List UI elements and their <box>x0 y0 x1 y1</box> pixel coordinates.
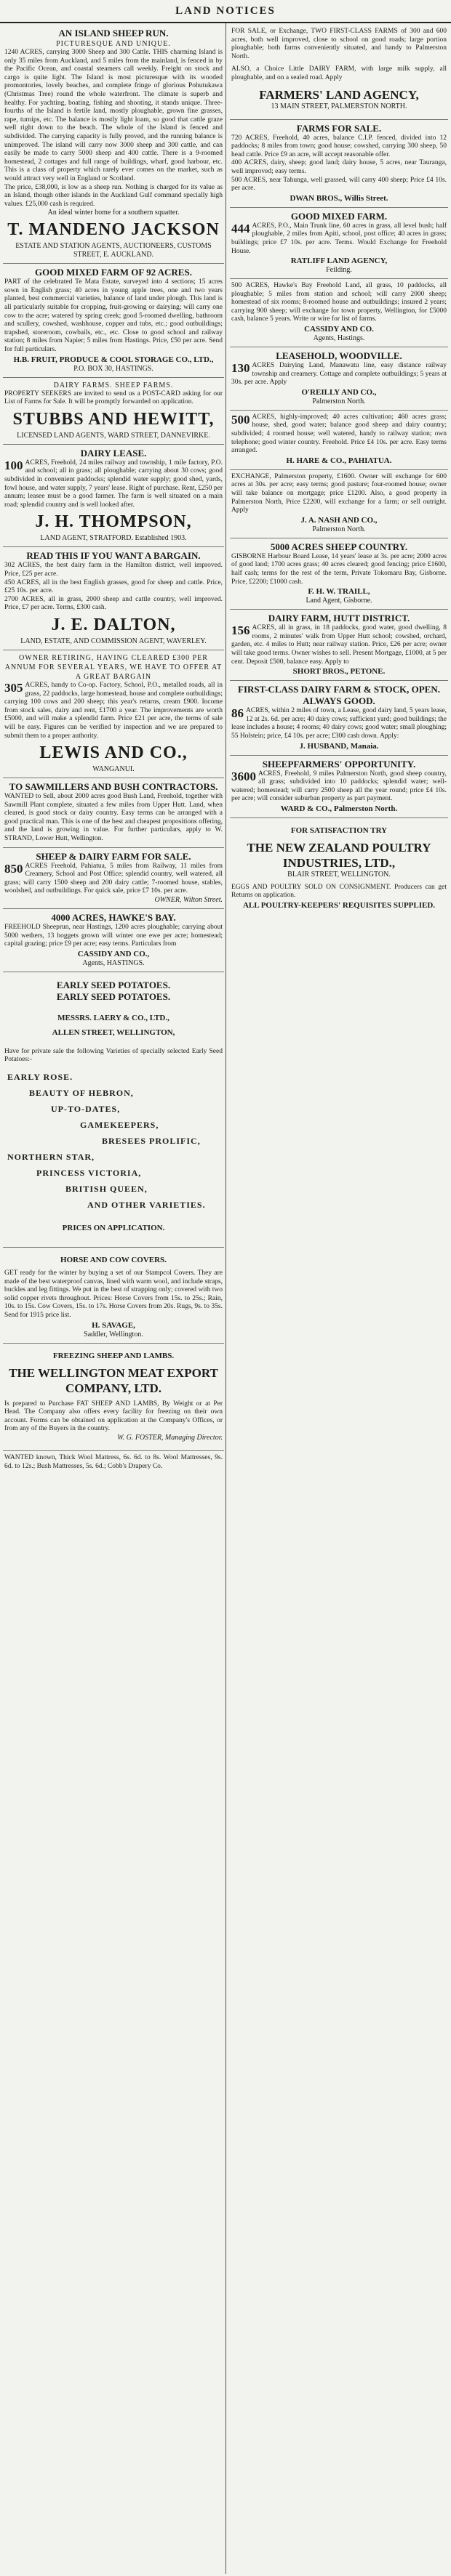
ad-body-wrap <box>231 413 447 456</box>
acreage: 86 <box>231 706 244 721</box>
page-header: LAND NOTICES <box>0 0 451 23</box>
agent-name: STUBBS AND HEWITT, <box>12 409 215 429</box>
agent-address: Agents, HASTINGS. <box>82 958 145 967</box>
agent-name: MESSRS. LAERY & CO., LTD., <box>57 1013 169 1022</box>
ad-body: ACRES, P.O., Main Trunk line, 60 acres in grass, all level bush; half ploughable, 2 miles from Apiti, school, post office; 40 acres in grass; buildings; price £7 10s. per acre. Terms. Would Exchange for Freehold House. <box>231 222 447 255</box>
listing-line: 720 ACRES, Freehold, 40 acres, balance C.I.P. fenced, divided into 12 paddocks; 8 miles from town; good house; cowshed, carrying 300 sheep, 50 head cattle. Price £9 an acre, will accept reasonable offer. <box>231 134 447 158</box>
ad-freezing-sheep <box>3 1344 224 1451</box>
ad-title: DAIRY FARM, HUTT DISTRICT. <box>268 613 410 624</box>
acreage: 100 <box>4 458 23 472</box>
ad-farms-for-sale <box>230 120 448 208</box>
listing-line: 500 ACRES, near Tahunga, well grassed, will carry 400 sheep; Price £4 10s. per acre. <box>231 176 447 193</box>
ad-dalton-bargain <box>3 547 224 650</box>
ad-title: GOOD MIXED FARM OF 92 ACRES. <box>35 267 192 278</box>
listing-line: 2700 ACRES, all in grass, 2000 sheep and cattle country, well improved. Price, £7 per acre. Terms, £300 cash. <box>4 595 223 612</box>
ad-price: The price, £38,000, is low as a sheep run. Nothing is charged for its value as an Island, though other islands in the Auckland Gulf command specially high values. £25,000 cash is required. <box>4 183 223 208</box>
ad-body: PART of the celebrated Te Mata Estate, surveyed into 4 sections; 15 acres sown in English grass; 40 acres in young apple trees, one and two years planted, best commercial varieties, balance of land under plough. This land is all particularly suitable for cropping, fruit-growing or dairying; will carry one cow to the acre; watered by spring creek; good 5-roomed dwelling, bathroom and scullery, cowshed, washhouse, copper and tubs, etc.; good outbuildings; trapshed, storeroom, cowbails, etc., etc. Close to good school and railway station; 8 miles from Napier; 5 miles from Hastings. Price, £50 per acre. Send for full particulars. <box>4 278 223 354</box>
ad-title: HORSE AND COW COVERS. <box>60 1256 167 1264</box>
agent-name: CASSIDY AND CO. <box>304 325 374 334</box>
agent-name: J. E. DALTON, <box>51 615 176 634</box>
ad-body: 500 ACRES, Hawke's Bay Freehold Land, all grass, 10 paddocks, all ploughable; 5 miles from station and school; will carry 2000 sheep; homestead of six rooms; 8-roomed house and outbuildings; insured 2 years; carrying 900 sheep; will exchange for town property, Wellington, for £5000 cash, balance 5 years. Write or wire for list of farms. <box>231 282 447 323</box>
ad-sawmillers <box>3 778 224 848</box>
listing-line: 450 ACRES, all in the best English grasses, good for sheep and cattle. Price, £25 10s. per acre. <box>4 578 223 595</box>
variety-list <box>4 1069 223 1213</box>
agent-name: F. H. W. TRAILL, <box>308 587 370 597</box>
ad-title: SHEEPFARMERS' OPPORTUNITY. <box>262 758 416 770</box>
ad-title: GOOD MIXED FARM. <box>290 210 388 222</box>
ad-body: WANTED to Sell, about 2000 acres good Bush Land, Freehold, together with Sawmill Plant complete, situated a few miles from Upper Hutt. Land, when cleared, is good stock or dairy country. Easy terms can be arranged with a good practical man. This is one of the best and cheapest propositions offering, and the land is growing in value. For further particulars, apply to W. STRAND, Lower Hutt, Wellington. <box>4 793 223 843</box>
variety-item: AND OTHER VARIETIES. <box>87 1200 206 1210</box>
ad-body: ACRES, all in grass, in 18 paddocks, good water, good dwelling, 8 rooms, 2 minutes' walk from Upper Hutt school; cowshed, orchard, garden, etc. 4 miles to Hutt; near railway station. Price, £26 per acre; owner will take good terms. Owner wishes to sell. Present Mortgage, £1000, at 5 per cent. Deposit £500, balance easy. Apply to <box>231 624 447 666</box>
ad-body-wrap <box>231 770 447 804</box>
ad-title: SHEEP & DAIRY FARM FOR SALE. <box>36 850 191 862</box>
ad-cassidy-hawkes-bay <box>3 909 224 972</box>
ad-body: PROPERTY SEEKERS are invited to send us a POST-CARD asking for our List of Farms for Sale. It will be promptly forwarded on application. <box>4 389 223 406</box>
ad-body: 1240 ACRES, carrying 3000 Sheep and 300 Cattle. THIS charming Island is only 35 miles from Auckland, and 5 miles from the mainland, is fenced in by the Pacific Ocean, and coastal steamers call weekly. Freight on stock and cargo is quite light. The Island is most picturesque with its wooded promontories, lovely beaches, and complete fringe of glorious Pohutukawa (Christmas Tree) round the whole waterfront. The climate is superb and healthy. For yachting, boating, fishing and shooting, it stands unique. Three-fourths of the Island is fertile land, mostly ploughable, grown fine grasses, rape, turnips, etc. The balance is mostly light loam, so good that cattle graze well right down to the beach. The whole of the Island is fenced and subdivided. The carrying capacity is fully proved, and the running balance is unimproved. The island will carry now 3000 sheep and 300 cattle, and can easily be made to carry 5000 sheep and 400 cattle. There is a 9-roomed homestead, 2 cottages and full range of buildings, wharf, good harbour, etc. This is a class of property which rarely ever comes on the market, such as would attract very well in England or Scotland. <box>4 49 223 182</box>
ad-signature: W. G. FOSTER, Managing Director. <box>117 1433 223 1442</box>
ad-stubbs-hewitt <box>3 378 224 445</box>
ad-body-wrap <box>231 624 447 666</box>
ad-intro: Have for private sale the following Varieties of specially selected Early Seed Potatoes:- <box>4 1047 223 1064</box>
ad-island-sheep-run <box>3 25 224 264</box>
ad-good-mixed-farm <box>230 208 448 279</box>
ad-wool-mattresses <box>3 1451 224 1474</box>
agent-name: FARMERS' LAND AGENCY, <box>259 87 419 102</box>
ad-title: FOR SATISFACTION TRY <box>290 825 388 835</box>
ad-title: 5000 ACRES SHEEP COUNTRY. <box>270 541 408 552</box>
ad-sheepfarmers-opportunity <box>230 756 448 818</box>
ad-body: EXCHANGE, Palmerston property, £1600. Owner will exchange for 600 acres at 30s. per acre; easy terms; good pasture; four-roomed house; owner will take balance on mortgage; price £1200. Also, a good property in Palmerston North, Price £2200, will exchange for a farm; or sell outright. Apply <box>231 472 447 514</box>
agent-name: O'REILLY AND CO., <box>301 387 377 397</box>
agent-name: T. MANDENO JACKSON <box>7 220 220 240</box>
ad-title: 4000 ACRES, HAWKE'S BAY. <box>51 912 176 924</box>
ad-body-2: ALSO, a Choice Little DAIRY FARM, with large milk supply, all ploughable, and on a sealed road. Apply <box>231 65 447 81</box>
ad-lewis-wanganui <box>3 650 224 778</box>
acreage: 444 <box>231 221 250 235</box>
agent-address: Palmerston North. <box>312 397 366 405</box>
ad-gisborne-sheep-country <box>230 538 448 610</box>
ad-body-wrap <box>231 707 447 740</box>
ad-body: FREEHOLD Sheeprun, near Hastings, 1200 acres ploughable; carrying about 5000 wethers, 13 hoggets grown will winter one ewe per acre; homestead; capital grazing; price £9 per acre; easy terms. Particulars from <box>4 924 223 948</box>
ad-body-wrap <box>4 459 223 510</box>
ad-title: EARLY SEED POTATOES. <box>56 979 171 990</box>
agent-name: J. H. THOMPSON, <box>35 512 192 532</box>
variety-item: BRESEES PROLIFIC, <box>102 1136 201 1146</box>
agent-name: RATLIFF LAND AGENCY, <box>290 257 388 266</box>
ad-body: GET ready for the winter by buying a set of our Stampcol Covers. They are made of the best waterproof canvas, lined with warm wool, and include straps, buckles and leg fittings. We put in the best of strapping only; covered with two solid copper rivets throughout. Prices: Horse Covers from 15s. to 25s.; Rain, 10s. to 15s. Cow Covers, 15s. to 17s. Horse Covers from 20s. Rugs, 9s. to 35s. Send for 1915 price list. <box>4 1269 223 1319</box>
acreage: 156 <box>231 623 250 638</box>
listing-line: 302 ACRES, the best dairy farm in the Hamilton district, well improved. Price, £25 per acre. <box>4 562 223 578</box>
ad-title: FARMS FOR SALE. <box>296 122 382 134</box>
ad-title: DAIRY FARMS. SHEEP FARMS. <box>53 381 174 389</box>
agent-name: H. SAVAGE, <box>92 1320 135 1330</box>
agent-address: LAND AGENT, STRATFORD. Established 1903. <box>40 534 187 543</box>
agent-name: J. A. NASH AND CO., <box>300 515 378 525</box>
variety-item: NORTHERN STAR, <box>7 1152 95 1162</box>
ad-hare-pahiatua <box>230 411 448 470</box>
ad-hawkes-bay-fruit <box>3 264 224 377</box>
variety-item: GAMEKEEPERS, <box>80 1120 159 1130</box>
ad-title-repeat: EARLY SEED POTATOES. <box>56 990 171 1002</box>
variety-item: BRITISH QUEEN, <box>65 1184 148 1194</box>
agent-name: J. HUSBAND, Manaia. <box>299 741 379 751</box>
agent-name: WARD & CO., Palmerston North. <box>280 804 398 813</box>
agent-name: DWAN BROS., Willis Street. <box>290 193 388 203</box>
ad-horse-cow-covers <box>3 1248 224 1344</box>
ad-body-wrap <box>231 222 447 256</box>
ad-title: AN ISLAND SHEEP RUN. <box>58 28 169 39</box>
ad-signature: OWNER, Wilton Street. <box>154 896 223 905</box>
variety-item: EARLY ROSE. <box>7 1072 73 1082</box>
ad-woodville-leasehold <box>230 347 448 411</box>
left-column <box>3 25 224 1474</box>
ad-body: Is prepared to Purchase FAT SHEEP AND LAMBS, By Weight or at Per Head. The Company also offers every facility for freezing on their own account. Forms can be obtained on application at the Company's Offices, or from any of the Buyers in the country. <box>4 1400 223 1433</box>
agent-address: Feilding. <box>326 266 352 275</box>
acreage: 130 <box>231 361 250 376</box>
agent-address: Saddler, Wellington. <box>84 1330 143 1339</box>
agent-name: SHORT BROS., PETONE. <box>292 667 386 677</box>
ad-pahiatua-sheep-dairy <box>3 848 224 909</box>
acreage: 500 <box>231 412 250 427</box>
ad-exchange-palmerston <box>230 470 448 538</box>
agent-address: 13 MAIN STREET, PALMERSTON NORTH. <box>271 102 407 110</box>
agent-address: BLAIR STREET, WELLINGTON. <box>287 870 391 879</box>
agent-name: H. HARE & CO., PAHIATUA. <box>286 456 392 465</box>
agent-address: Palmerston North. <box>312 525 366 533</box>
agent-address: Land Agent, Gisborne. <box>306 597 372 605</box>
ad-body: FOR SALE, or Exchange, TWO FIRST-CLASS FARMS of 300 and 600 acres, both well improved, close to school on good roads; large portion ploughable; both farms conveniently situated, and handy to Palmerston North. <box>231 28 447 60</box>
acreage: 3600 <box>231 769 256 783</box>
ad-title: LEASEHOLD, WOODVILLE. <box>276 350 402 362</box>
acreage: 850 <box>4 861 23 876</box>
agent-address: ESTATE AND STATION AGENTS, AUCTIONEERS, CUSTOMS STREET, E. AUCKLAND. <box>15 242 212 259</box>
ad-seed-potatoes <box>3 972 224 1248</box>
right-column <box>230 25 448 914</box>
agent-name: LEWIS AND CO., <box>39 743 188 763</box>
ad-title: OWNER RETIRING, HAVING CLEARED £300 PER ANNUM FOR SEVERAL YEARS, WE HAVE TO OFFER AT A GREAT BARGAIN <box>4 653 223 681</box>
ad-body-wrap <box>231 362 447 387</box>
ad-first-class-dairy <box>230 681 448 755</box>
ad-poultry-industries <box>230 818 448 914</box>
agent-address: Agents, Hastings. <box>313 334 365 343</box>
agent-name: H.B. FRUIT, PRODUCE & COOL STORAGE CO., LTD., <box>13 355 214 364</box>
ad-title: FIRST-CLASS DAIRY FARM & STOCK, OPEN. ALWAYS GOOD. <box>238 684 440 707</box>
agent-address: LAND, ESTATE, AND COMMISSION AGENT, WAVERLEY. <box>20 637 207 645</box>
ad-farmers-land-agency <box>230 25 448 120</box>
agent-address: LICENSED LAND AGENTS, WARD STREET, DANNEVIRKE. <box>17 431 210 440</box>
ad-hawkes-bay-exchange <box>230 279 448 347</box>
ad-body: ACRES Freehold, Pahiatua, 5 miles from Railway, 11 miles from Creamery, School and Post Office; splendid country, well watered, all grass; will carry 1500 sheep and 200 dairy cattle; 7-roomed house, stables, woolshed, and outbuildings. For quick sale, price £7 10s. per acre. <box>4 862 223 895</box>
listing-line: 400 ACRES, dairy, sheep; good land; dairy house, 5 acres, near Tauranga, well improved; easy terms. <box>231 159 447 175</box>
variety-item: BEAUTY OF HEBRON, <box>29 1088 134 1098</box>
variety-item: UP-TO-DATES, <box>51 1104 121 1114</box>
ad-body-wrap <box>4 863 223 896</box>
ad-body: ACRES Dairying Land, Manawatu line, easy distance railway township and creamery. Cottage and complete outbuildings; 5 years at 30s. per acre. Apply <box>231 362 447 387</box>
ad-title: DAIRY LEASE. <box>80 447 147 459</box>
acreage: 305 <box>4 680 23 695</box>
agent-name: CASSIDY AND CO., <box>77 949 150 958</box>
ad-body: ACRES, Freehold, 24 miles railway and township, 1 mile factory, P.O. and school; all in grass; all ploughable; carrying about 30 cows; good subdivided in convenient paddocks; splendid water supply; good shed, yards, fowl house, and water supply, 7 years' lease. Right of purchase. Rent, £250 per annum; leasee must be a good farmer. The farm is well situated on a main road; splendid country and is well looked after. <box>4 459 223 509</box>
agent-name: THE WELLINGTON MEAT EXPORT COMPANY, LTD. <box>9 1365 218 1395</box>
ad-body: EGGS AND POULTRY SOLD ON CONSIGNMENT. Producers can get Returns on application. <box>231 883 447 900</box>
agent-name: THE NEW ZEALAND POULTRY INDUSTRIES, LTD., <box>247 840 431 870</box>
ad-title: FREEZING SHEEP AND LAMBS. <box>52 1351 175 1360</box>
agent-address: ALLEN STREET, WELLINGTON, <box>52 1027 175 1037</box>
ad-note: An ideal winter home for a southern squatter. <box>47 209 180 217</box>
ad-body: WANTED known, Thick Wool Mattress, 6s. 6d. to 8s. Wool Mattresses, 9s. 6d. to 12s.; Bush Mattresses, 5s. 6d.; Cobb's Drapery Co. <box>4 1453 223 1470</box>
ad-thompson-dairy-lease <box>3 445 224 548</box>
ad-body: ACRES, handy to Co-op. Factory, School, P.O., metalled roads, all in grass, 22 paddocks, large homestead, house and complete outbuildings; carrying 100 cows and 200 sheep; this year's returns, cream £900. Income from stock sales, dairy and rent, £1700 a year. The improvements are worth £5000, and will make a splendid farm. Price £21 per acre, the terms of sale will be easy. Figures can be verified by inspection and we are prepared to submit them to a proper authority. <box>4 681 223 740</box>
ad-footer: ALL POULTRY-KEEPERS' REQUISITES SUPPLIED. <box>242 901 436 911</box>
ad-body: ACRES, Freehold, 9 miles Palmerston North, good sheep country, all grass; subdivided into 10 paddocks; splendid water; well-watered; homestead; will carry 2500 sheep all the year round; price £4 10s. per acre; will consider suburban property as part payment. <box>231 770 447 803</box>
ad-body: ACRES, within 2 miles of town, a Lease, good dairy land, 5 years lease, 12 at 2s. 6d. per acre; 40 dairy cows; sufficient yard; good buildings; the lease includes a house; 4 rooms; 40 dairy cows; good water; small ploughing; 55 Holstein; price, £4 10s. per acre; £300 cash down. Apply: <box>231 707 447 740</box>
ad-body-wrap <box>4 682 223 740</box>
prices-note: PRICES ON APPLICATION. <box>62 1224 165 1232</box>
variety-item: PRINCESS VICTORIA, <box>36 1168 142 1178</box>
ad-title: READ THIS IF YOU WANT A BARGAIN. <box>26 550 201 562</box>
ad-hutt-dairy-farm <box>230 610 448 681</box>
ad-subtitle: PICTURESQUE AND UNIQUE. <box>56 40 171 48</box>
agent-address: P.O. BOX 30, HASTINGS. <box>73 364 153 373</box>
agent-address: WANGANUI. <box>92 765 135 774</box>
ad-body: ACRES, highly-improved; 40 acres cultivation; 460 acres grass; house, shed, good water; balance good sheep and dairy country; subdivided; 4 roomed house; well watered, handy to railway station; own telephone; good winter country. Freehold. Price £4 10s. per acre. Easy terms arranged. <box>231 413 447 455</box>
ad-body: GISBORNE Harbour Board Lease, 14 years' lease at 3s. per acre; 2000 acres of good land; 1700 acres grass; 40 acres cleared; good fencing; price £1600, half cash; terms for the rest of the term, Private Tokomaru Bay, Gisborne. Price, £2200; £1000 cash. <box>231 552 447 586</box>
ad-title: TO SAWMILLERS AND BUSH CONTRACTORS. <box>9 781 218 793</box>
